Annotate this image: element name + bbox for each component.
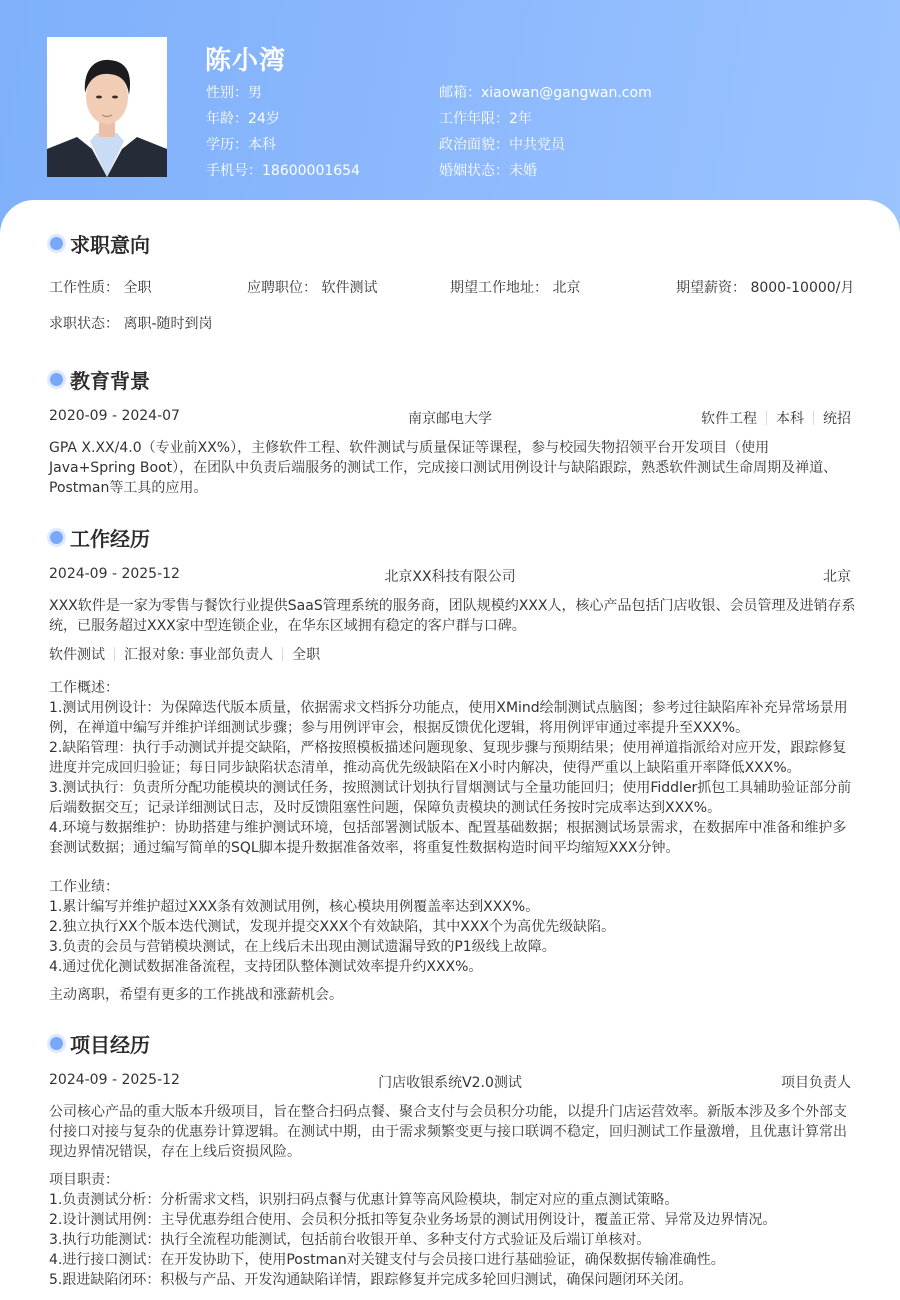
text-line: 1.测试用例设计：为保障迭代版本质量，依据需求文档拆分功能点，使用XMind绘制测试点脑图；参考过往缺陷库补充异常场景用 <box>49 700 848 716</box>
tag-divider <box>813 411 814 425</box>
info-label: 工作年限： <box>439 111 509 127</box>
info-label: 邮箱： <box>439 85 481 101</box>
tag-major: 软件工程 <box>701 411 757 427</box>
work-period: 2024-09 - 2025-12 <box>49 566 180 582</box>
subsection-title: 工作概述： <box>49 680 119 696</box>
section-title-text: 求职意向 <box>70 232 150 257</box>
field-label: 期望薪资： <box>676 280 746 296</box>
bullet-dot-icon <box>50 237 63 250</box>
text-line: 2.独立执行XX个版本迭代测试，发现并提交XXX个有效缺陷，其中XXX个为高优先级缺陷。 <box>49 919 616 935</box>
work-overview <box>49 678 854 858</box>
text-line: 4.进行接口测试：在开发协助下，使用Postman对关键支付与会员接口进行基础验证，确保数据传输准确性。 <box>49 1252 725 1268</box>
text-line: 3.测试执行：负责所分配功能模块的测试任务，按照测试计划执行冒烟测试与全量功能回归；使用Fiddler抓包工具辅助验证部分前 <box>49 780 852 796</box>
info-marital-status <box>439 158 652 184</box>
tag-divider <box>766 411 767 425</box>
tag-report-to: 汇报对象: 事业部负责人 <box>124 647 274 663</box>
info-label: 学历： <box>206 137 248 153</box>
info-political-status <box>439 132 652 158</box>
basic-info-left <box>206 80 360 184</box>
tag-degree: 本科 <box>776 411 804 427</box>
text-line: 进度并完成回归验证；每日同步缺陷状态清单，推动高优先级缺陷在X小时内解决，使得严重以上缺陷重开率降低XXX%。 <box>49 760 801 776</box>
work-city: 北京 <box>823 569 851 585</box>
section-title-text: 工作经历 <box>70 526 150 551</box>
profile-photo <box>47 37 167 177</box>
work-leave-reason <box>49 985 854 1005</box>
info-value: 本科 <box>248 137 276 153</box>
info-phone <box>206 158 360 184</box>
text-line: 4.通过优化测试数据准备流程，支持团队整体测试效率提升约XXX%。 <box>49 959 483 975</box>
education-school: 南京邮电大学 <box>408 411 492 427</box>
section-title-text: 教育背景 <box>70 368 150 393</box>
section-title-education <box>48 364 150 394</box>
project-role: 项目负责人 <box>781 1075 851 1091</box>
text-line: 3.负责的会员与营销模块测试，在上线后未出现由测试遗漏导致的P1级线上故障。 <box>49 939 556 955</box>
field-value: 全职 <box>123 280 152 296</box>
work-tags <box>49 644 320 664</box>
education-header-row <box>49 408 851 428</box>
work-company-intro <box>49 596 854 636</box>
text-line: Java+Spring Boot），在团队中负责后端服务的测试工作，完成接口测试用例设计与缺陷跟踪，熟悉软件测试生命周期及禅道、 <box>49 460 838 476</box>
info-value: 2年 <box>509 111 532 127</box>
intent-job-type <box>49 277 151 297</box>
field-label: 求职状态： <box>49 316 119 332</box>
project-description <box>49 1102 854 1162</box>
candidate-name: 陈小湾 <box>205 46 287 76</box>
info-age <box>206 106 360 132</box>
subsection-title: 工作业绩： <box>49 879 119 895</box>
work-company: 北京XX科技有限公司 <box>384 569 516 585</box>
education-description <box>49 438 854 498</box>
text-line: 4.环境与数据维护：协助搭建与维护测试环境，包括部署测试版本、配置基础数据；根据测试场景需求，在数据库中准备和维护多 <box>49 820 847 836</box>
text-line: 2.缺陷管理：执行手动测试并提交缺陷，严格按照模板描述问题现象、复现步骤与预期结果；使用禅道指派给对应开发，跟踪修复 <box>49 740 847 756</box>
text-line: 1.累计编写并维护超过XXX条有效测试用例，核心模块用例覆盖率达到XXX%。 <box>49 899 540 915</box>
project-header-row <box>49 1072 851 1092</box>
intent-position <box>247 277 377 297</box>
text-line: 3.执行功能测试：执行全流程功能测试，包括前台收银开单、多种支付方式验证及后端订单核对。 <box>49 1232 651 1248</box>
text-line: Postman等工具的应用。 <box>49 480 208 496</box>
info-value: 24岁 <box>248 111 280 127</box>
project-duties <box>49 1170 854 1290</box>
project-name: 门店收银系统V2.0测试 <box>378 1075 522 1091</box>
bullet-dot-icon <box>50 531 63 544</box>
subsection-title: 项目职责： <box>49 1172 119 1188</box>
info-label: 性别： <box>206 85 248 101</box>
field-value: 8000-10000/月 <box>750 280 855 296</box>
text-line: 主动离职，希望有更多的工作挑战和涨薪机会。 <box>49 987 343 1003</box>
text-line: XXX软件是一家为零售与餐饮行业提供SaaS管理系统的服务商，团队规模约XXX人，核心产品包括门店收银、会员管理及进销存系 <box>49 598 856 614</box>
info-value: 18600001654 <box>262 163 360 179</box>
text-line: 例，在禅道中编写并维护详细测试步骤；参与用例评审会，根据反馈优化逻辑，将用例评审通过率提升至XXX%。 <box>49 720 750 736</box>
info-value: xiaowan@gangwan.com <box>481 85 652 101</box>
info-education <box>206 132 360 158</box>
info-label: 政治面貌： <box>439 137 509 153</box>
text-line: 套测试数据；通过编写简单的SQL脚本提升数据准备效率，将重复性数据构造时间平均缩短XXX分钟。 <box>49 840 680 856</box>
field-label: 工作性质： <box>49 280 119 296</box>
portrait-image <box>47 37 167 177</box>
text-line: 2.设计测试用例：主导优惠券组合使用、会员积分抵扣等复杂业务场景的测试用例设计，覆盖正常、异常及边界情况。 <box>49 1212 777 1228</box>
info-value: 中共党员 <box>509 137 565 153</box>
education-tags <box>701 408 851 428</box>
section-title-work <box>48 522 150 552</box>
text-line: GPA X.XX/4.0（专业前XX%），主修软件工程、软件测试与质量保证等课程，参与校园失物招领平台开发项目（使用 <box>49 440 770 456</box>
section-title-text: 项目经历 <box>70 1032 150 1057</box>
section-title-project <box>48 1028 150 1058</box>
info-gender <box>206 80 360 106</box>
project-period: 2024-09 - 2025-12 <box>49 1072 180 1088</box>
info-label: 年龄： <box>206 111 248 127</box>
text-line: 付接口对接与复杂的优惠券计算逻辑。在测试中期，由于需求频繁变更与接口联调不稳定，回归测试工作量激增，且优惠计算常出 <box>49 1124 847 1140</box>
tag-divider <box>114 647 115 661</box>
info-work-years <box>439 106 652 132</box>
text-line: 统，已服务超过XXX家中型连锁企业，在华东区域拥有稳定的客户群与口碑。 <box>49 618 526 634</box>
text-line: 后端数据交互；记录详细测试日志，及时反馈阻塞性问题，保障负责模块的测试任务按时完成率达到XXX%。 <box>49 800 722 816</box>
bullet-dot-icon <box>50 373 63 386</box>
info-label: 婚姻状态： <box>439 163 509 179</box>
text-line: 现边界情况错误，存在上线后资损风险。 <box>49 1144 301 1160</box>
intent-location <box>450 277 580 297</box>
info-label: 手机号： <box>206 163 262 179</box>
text-line: 公司核心产品的重大版本升级项目，旨在整合扫码点餐、聚合支付与会员积分功能，以提升门店运营效率。新版本涉及多个外部支 <box>49 1104 847 1120</box>
tag-job-type: 全职 <box>292 647 321 663</box>
info-email <box>439 80 652 106</box>
text-line: 5.跟进缺陷闭环：积极与产品、开发沟通缺陷详情，跟踪修复并完成多轮回归测试，确保问题闭环关闭。 <box>49 1272 693 1288</box>
field-label: 应聘职位： <box>247 280 317 296</box>
tag-enrollment: 统招 <box>823 411 851 427</box>
field-value: 软件测试 <box>321 280 378 296</box>
info-value: 未婚 <box>509 163 537 179</box>
work-header-row <box>49 566 851 586</box>
field-value: 离职-随时到岗 <box>123 316 213 332</box>
tag-divider <box>282 647 283 661</box>
info-value: 男 <box>248 85 262 101</box>
intent-salary <box>676 277 854 297</box>
bullet-dot-icon <box>50 1037 63 1050</box>
tag-role: 软件测试 <box>49 647 105 663</box>
intent-status <box>49 313 213 333</box>
field-value: 北京 <box>552 280 581 296</box>
text-line: 1.负责测试分析：分析需求文档，识别扫码点餐与优惠计算等高风险模块，制定对应的重点测试策略。 <box>49 1192 679 1208</box>
basic-info-right <box>439 80 652 184</box>
education-period: 2020-09 - 2024-07 <box>49 408 180 424</box>
section-title-intent <box>48 228 150 258</box>
field-label: 期望工作地址： <box>450 280 548 296</box>
work-achievements <box>49 877 854 977</box>
